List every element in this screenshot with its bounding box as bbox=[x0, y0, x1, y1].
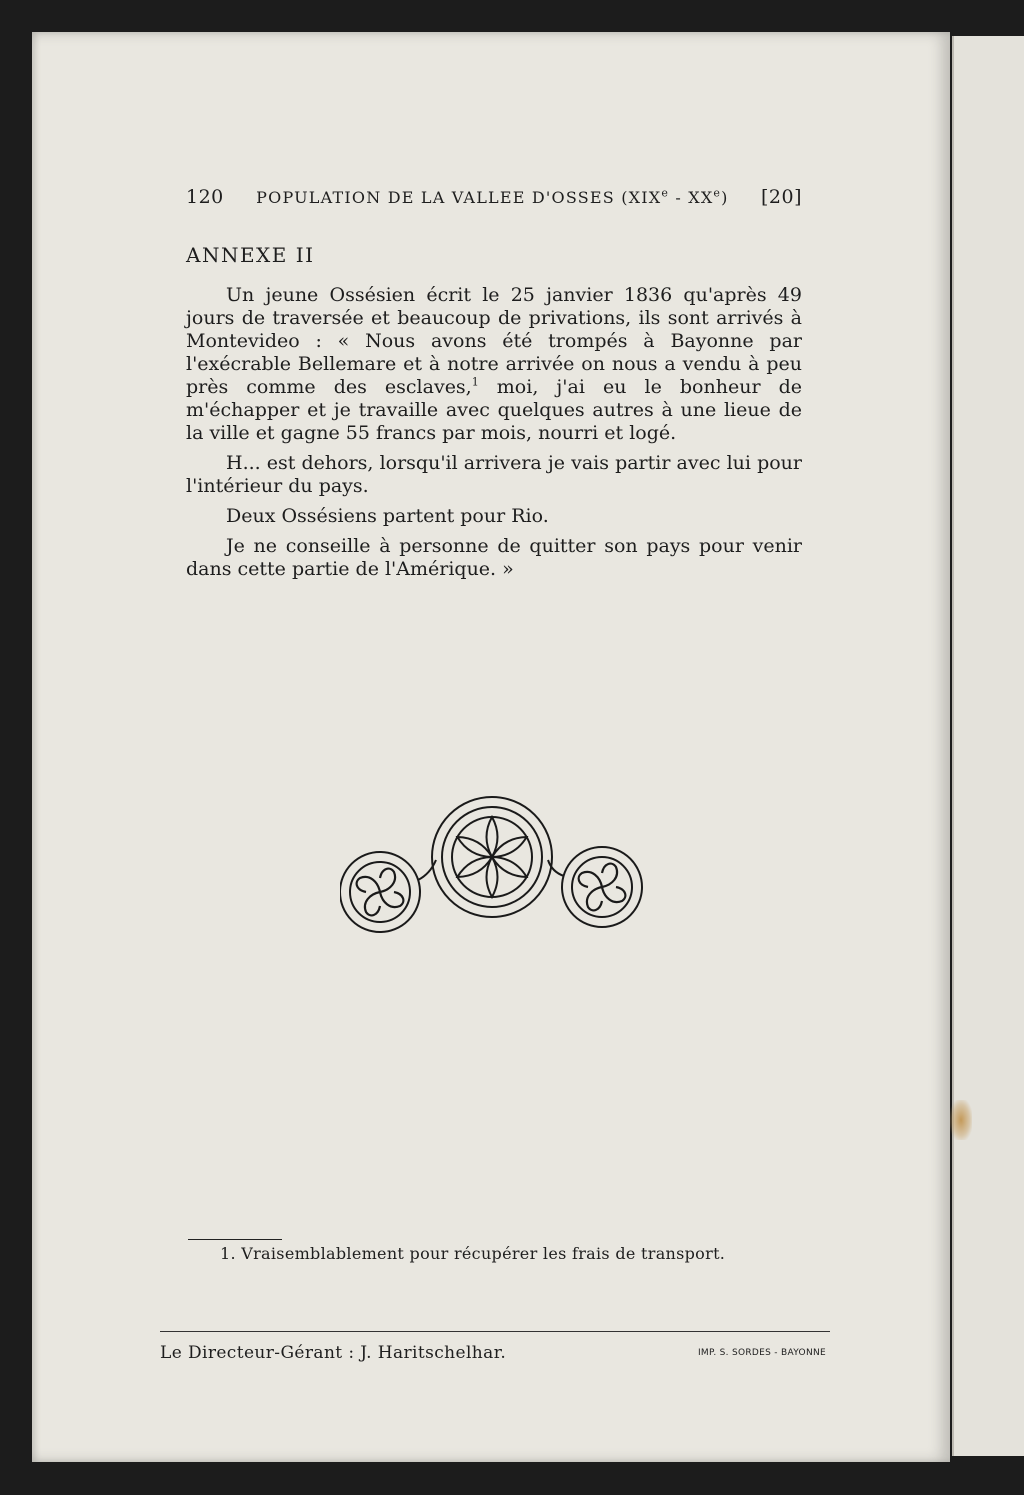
colophon-rule bbox=[160, 1331, 830, 1332]
running-title: POPULATION DE LA VALLEE D'OSSES (XIXe - XXe) bbox=[256, 186, 729, 207]
director-line: Le Directeur-Gérant : J. Haritschelhar. bbox=[160, 1343, 507, 1363]
paragraph-3: Deux Ossésiens partent pour Rio. bbox=[226, 505, 549, 527]
section-number: [20] bbox=[760, 186, 802, 208]
footnote: 1. Vraisemblablement pour récupérer les frais de transport. bbox=[220, 1244, 726, 1263]
page-number: 120 bbox=[186, 186, 224, 208]
annex-title: ANNEXE II bbox=[186, 243, 315, 267]
paragraph-2: H... est dehors, lorsqu'il arrivera je vais partir avec lui pour l'intérieur du pays. bbox=[186, 452, 802, 497]
paper-stain bbox=[950, 1100, 972, 1140]
body-text bbox=[186, 284, 802, 588]
running-head bbox=[186, 186, 802, 208]
paragraph-1: Un jeune Ossésien écrit le 25 janvier 1836 qu'après 49 jours de traversée et beaucoup de privations, ils sont arrivés à Montevideo : « Nous avons été trompés à Bayonne par l'exécrable Bellemare et à notre arrivée on nous a vendu à peu près comme des esclaves,$^1$ moi, j'ai eu le bonheur de m'échapper et je travaille avec quelques autres à une lieue de la ville et gagne 55 francs par mois, nourri et logé. bbox=[186, 284, 802, 444]
next-page-edge bbox=[952, 36, 1024, 1456]
footnote-ref: 1 bbox=[471, 375, 479, 389]
footnote-rule bbox=[188, 1239, 282, 1240]
printer-line: IMP. S. SORDES - BAYONNE bbox=[697, 1348, 826, 1358]
paragraph-4: Je ne conseille à personne de quitter son pays pour venir dans cette partie de l'Amérique. » bbox=[186, 535, 802, 580]
basque-rosette-ornament-icon bbox=[340, 794, 644, 938]
